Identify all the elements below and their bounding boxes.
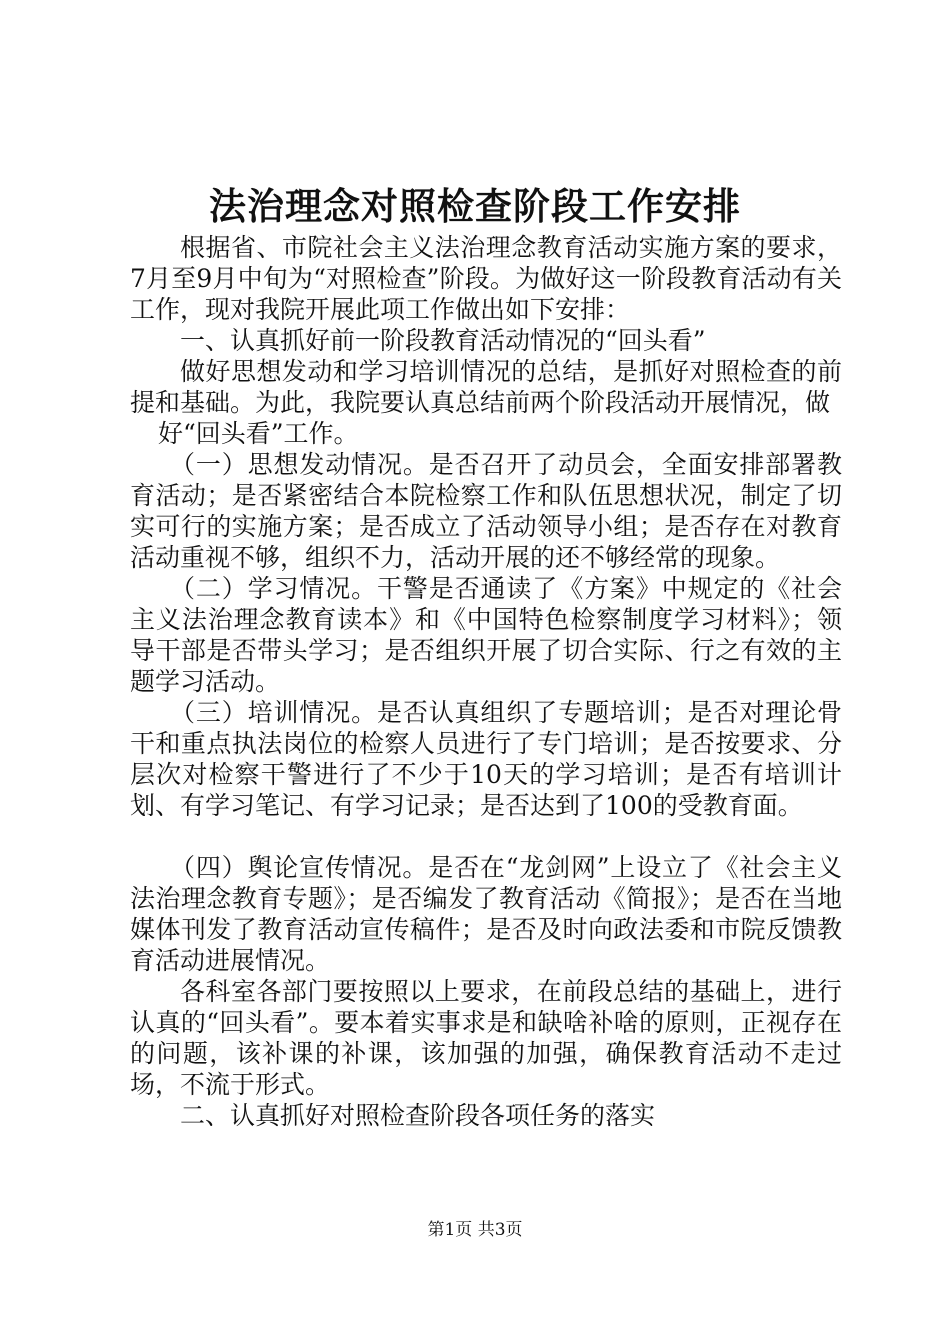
paragraph-item-2: （二）学习情况。干警是否通读了《方案》中规定的《社会主义法治理念教育读本》和《中国特色检察制度学习材料》；领导干部是否带头学习；是否组织开展了切合实际、行之有效的主题学习活动。 xyxy=(130,574,842,696)
page-footer: 第1页 共3页 xyxy=(427,1220,523,1240)
paragraph-item-4: （四）舆论宣传情况。是否在“龙剑网”上设立了《社会主义法治理念教育专题》；是否编发了教育活动《简报》；是否在当地媒体刊发了教育活动宣传稿件；是否及时向政法委和市院反馈教育活动进展情况。 xyxy=(130,853,842,975)
paragraph-requirement: 各科室各部门要按照以上要求，在前段总结的基础上，进行认真的“回头看”。要本着实事求是和缺啥补啥的原则，正视存在的问题，该补课的补课，该加强的加强，确保教育活动不走过场，不流于形式。 xyxy=(130,977,842,1099)
paragraph-summary-continued: 好“回头看”工作。 xyxy=(158,419,359,448)
intro-paragraph: 根据省、市院社会主义法治理念教育活动实施方案的要求，7月至9月中旬为“对照检查”阶段。为做好这一阶段教育活动有关工作，现对我院开展此项工作做出如下安排： xyxy=(130,233,842,324)
section-heading-1: 一、认真抓好前一阶段教育活动情况的“回头看” xyxy=(180,326,706,355)
paragraph-summary: 做好思想发动和学习培训情况的总结，是抓好对照检查的前提和基础。为此，我院要认真总结前两个阶段活动开展情况，做 xyxy=(130,357,842,417)
section-heading-2: 二、认真抓好对照检查阶段各项任务的落实 xyxy=(180,1101,656,1130)
paragraph-spacer xyxy=(130,821,842,852)
paragraph-item-3: （三）培训情况。是否认真组织了专题培训；是否对理论骨干和重点执法岗位的检察人员进行了专门培训；是否按要求、分层次对检察干警进行了不少于10天的学习培训；是否有培训计划、有学习笔记、有学习记录；是否达到了100的受教育面。 xyxy=(130,698,842,820)
document-title: 法治理念对照检查阶段工作安排 xyxy=(209,184,741,228)
document-body xyxy=(130,232,842,1131)
paragraph-item-1: （一）思想发动情况。是否召开了动员会，全面安排部署教育活动；是否紧密结合本院检察工作和队伍思想状况，制定了切实可行的实施方案；是否成立了活动领导小组；是否存在对教育活动重视不够，组织不力，活动开展的还不够经常的现象。 xyxy=(130,450,842,572)
